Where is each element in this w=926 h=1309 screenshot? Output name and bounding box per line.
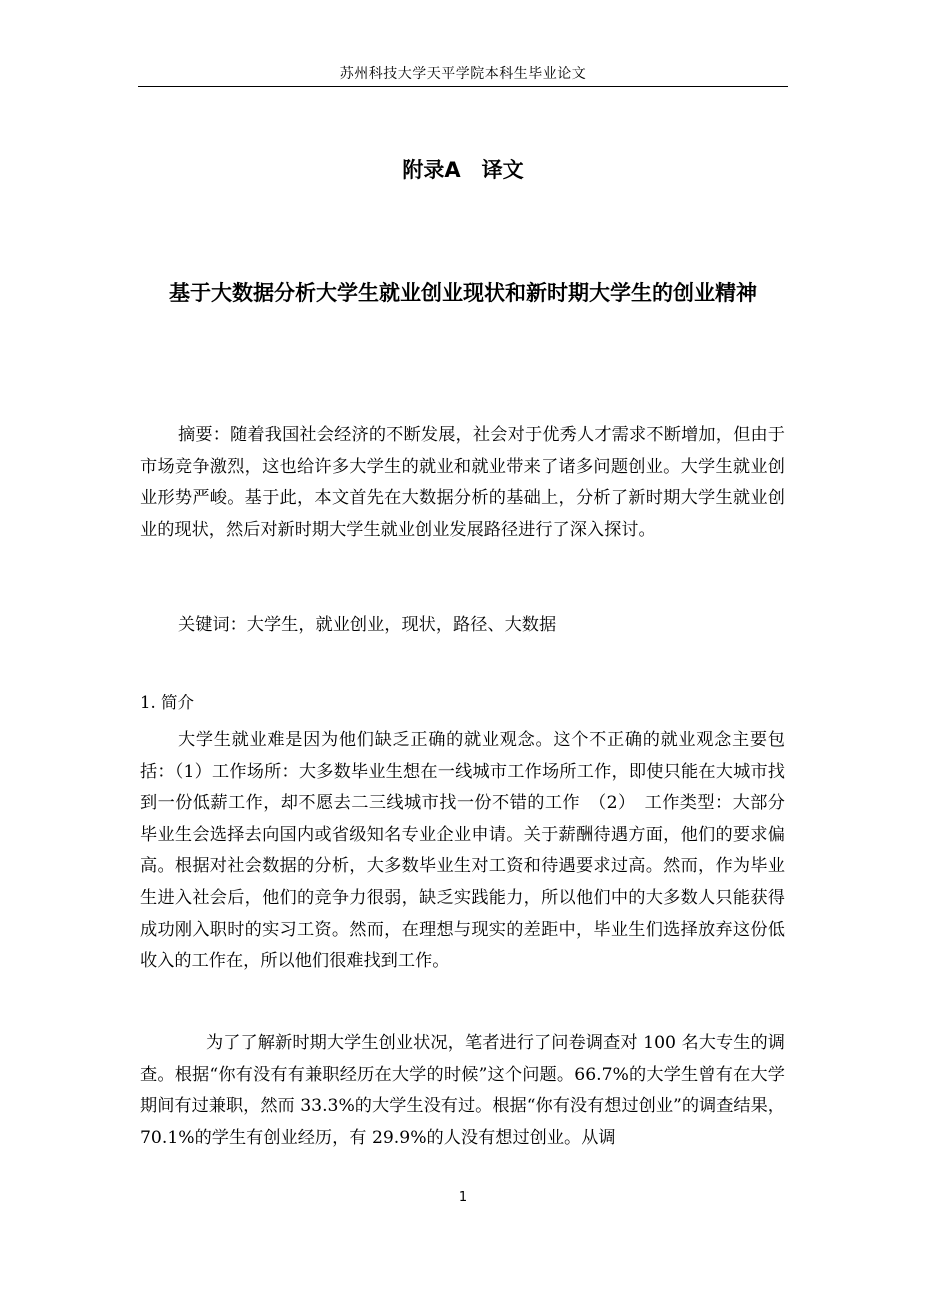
abstract-paragraph: 摘要：随着我国社会经济的不断发展，社会对于优秀人才需求不断增加，但由于市场竞争激烈，这也给许多大学生的就业和就业带来了诸多问题创业。大学生就业创业形势严峻。基于此，本文首先在大数据分析的基础上，分析了新时期大学生就业创业的现状，然后对新时期大学生就业创业发展路径进行了深入探讨。 [140, 425, 785, 540]
body-paragraph: 大学生就业难是因为他们缺乏正确的就业观念。这个不正确的就业观念主要包括：（1）工作场所：大多数毕业生想在一线城市工作场所工作，即使只能在大城市找到一份低薪工作，却不愿去二三线城市找一份不错的工作 （2） 工作类型：大部分毕业生会选择去向国内或省级知名专业企业申请。关于薪酬待遇方面，他们的要求偏高。根据对社会数据的分析，大多数毕业生对工资和待遇要求过高。然而，作为毕业生进入社会后，他们的竞争力很弱，缺乏实践能力，所以他们中的大多数人只能获得成功刚入职时的实习工资。然而，在理想与现实的差距中，毕业生们选择放弃这份低收入的工作在，所以他们很难找到工作。 [140, 730, 785, 972]
header-divider [138, 86, 788, 87]
page-number: 1 [458, 1190, 468, 1205]
section-heading-introduction: 1. 简介 [140, 693, 194, 712]
body-paragraph: 为了了解新时期大学生创业状况，笔者进行了问卷调查对 100 名大专生的调查。根据“你有没有有兼职经历在大学的时候”这个问题。66.7%的大学生曾有在大学期间有过兼职，然而 33.3%的大学生没有过。根据“你有没有想过创业”的调查结果，70.1%的学生有创业经历，有 29.9%的人没有想过创业。从调 [140, 1033, 785, 1148]
paper-title: 基于大数据分析大学生就业创业现状和新时期大学生的创业精神 [169, 281, 757, 305]
keywords-line: 关键词：大学生，就业创业，现状，路径、大数据 [178, 615, 557, 635]
running-header: 苏州科技大学天平学院本科生毕业论文 [339, 66, 587, 82]
appendix-title: 附录A 译文 [402, 158, 524, 182]
